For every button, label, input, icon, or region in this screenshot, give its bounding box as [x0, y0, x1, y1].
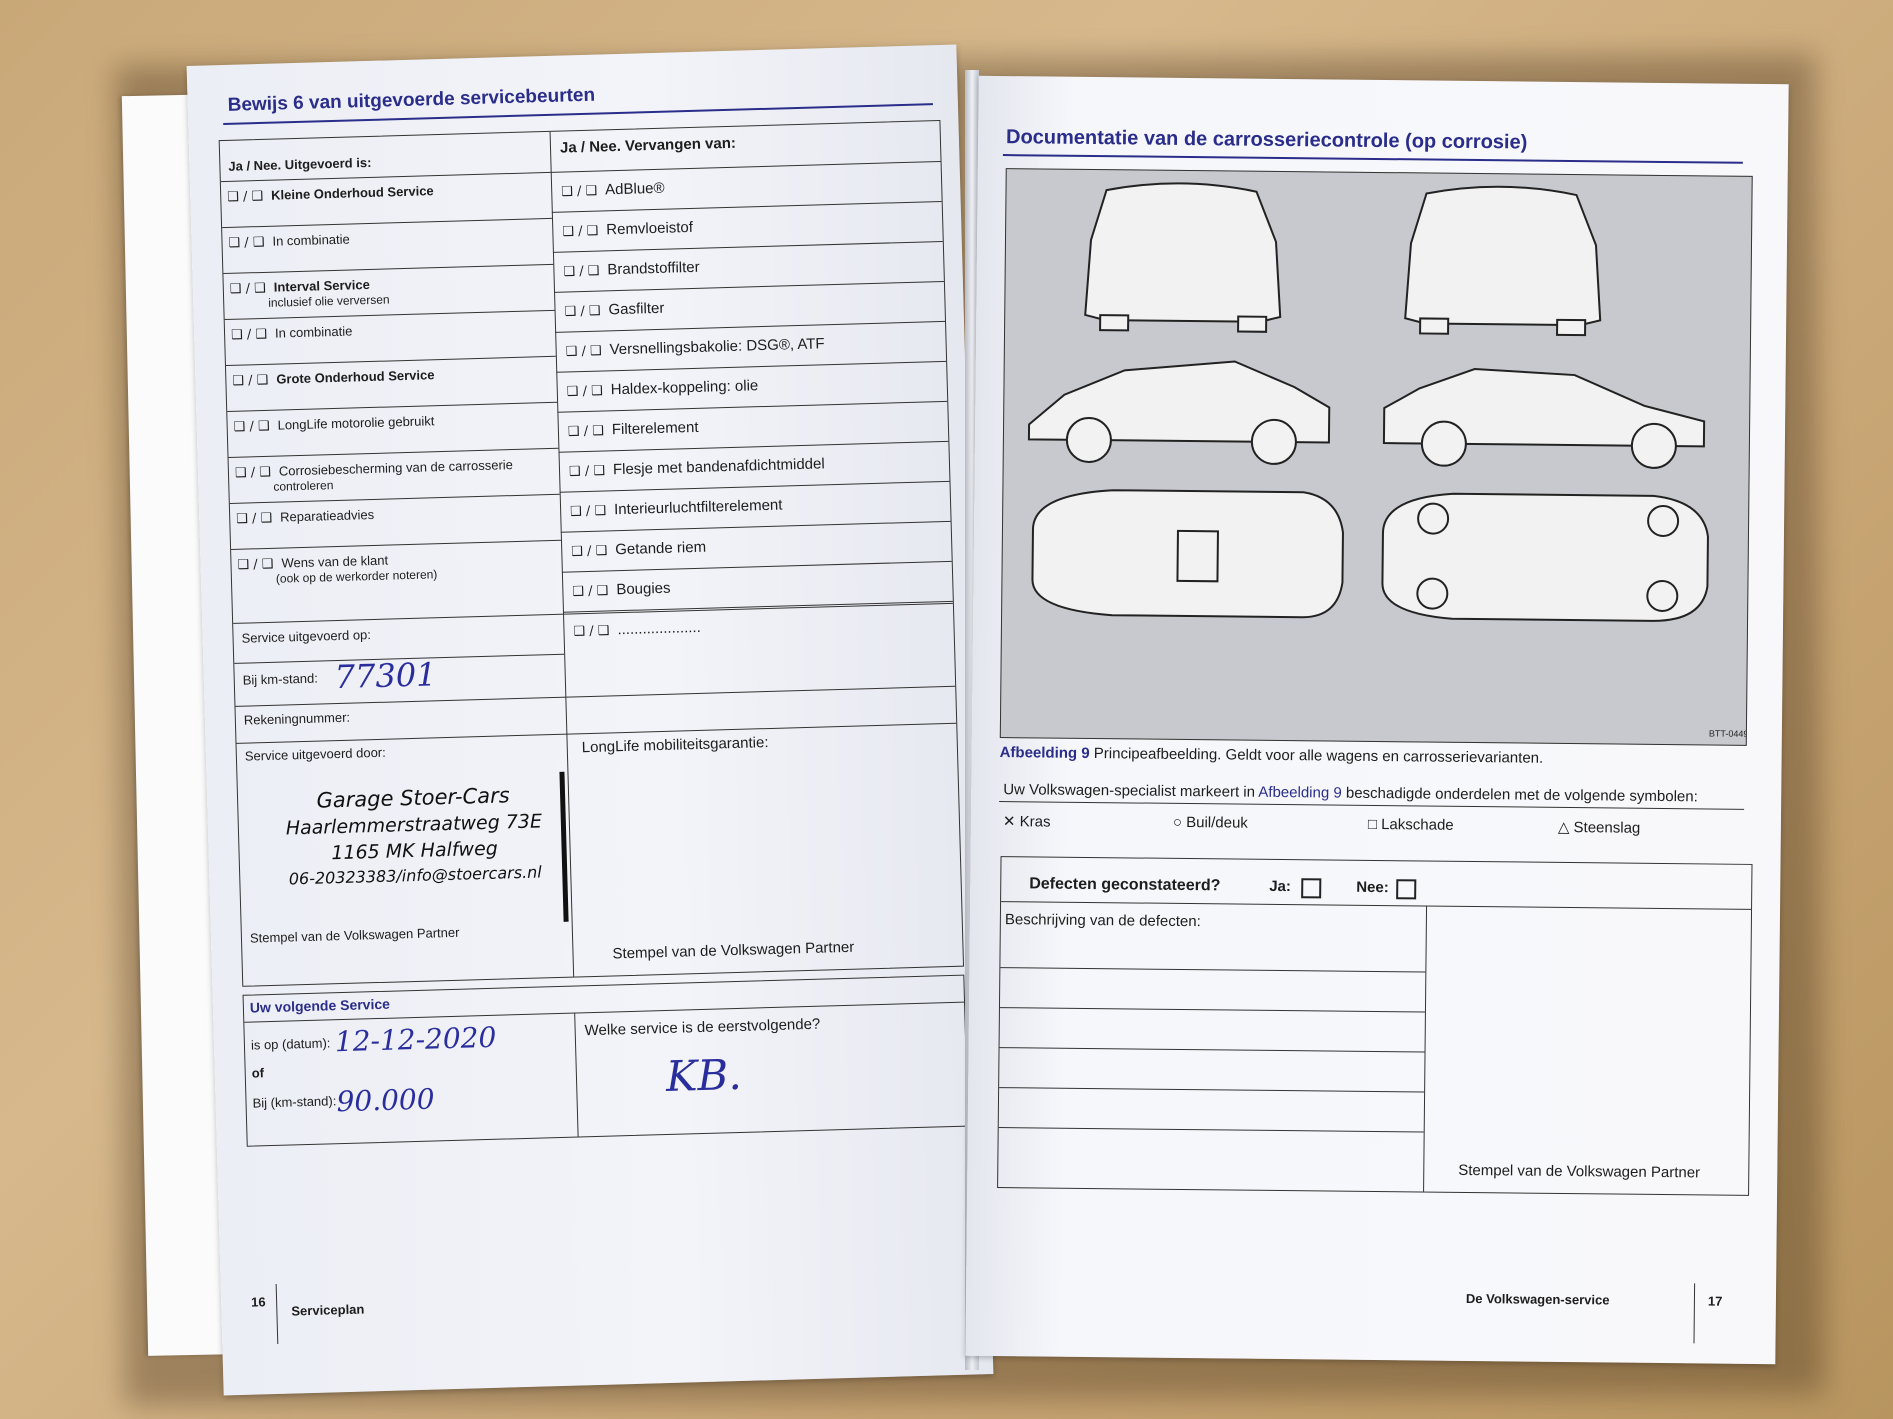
- car-wheel: [1632, 424, 1676, 468]
- row-divider: [230, 494, 560, 504]
- yes-no-checkbox[interactable]: ❑ / ❑: [564, 303, 601, 320]
- yes-no-checkbox[interactable]: ❑ / ❑: [567, 423, 605, 440]
- intro-pre: Uw Volkswagen-specialist markeert in: [1003, 781, 1256, 801]
- yes-no-checkbox[interactable]: ❑ / ❑: [562, 223, 599, 240]
- service-option-sublabel: inclusief olie verversen: [268, 292, 390, 310]
- no-label: Nee:: [1356, 878, 1389, 897]
- service-option-label: LongLife motorolie gebruikt: [277, 413, 435, 433]
- caption-label: Afbeelding 9: [999, 744, 1090, 762]
- left-page-title: Bewijs 6 van uitgevoerde servicebeurten: [227, 84, 596, 116]
- car-wheel: [1648, 506, 1678, 536]
- service-option: [230, 276, 390, 310]
- car-wheel: [1252, 420, 1296, 464]
- footer-text: Serviceplan: [291, 1301, 365, 1319]
- replacement-item: [565, 335, 824, 359]
- yes-no-checkbox[interactable]: ❑ / ❑: [233, 418, 270, 435]
- no-checkbox[interactable]: [1396, 879, 1416, 899]
- service-option: [232, 367, 435, 389]
- row-divider: [231, 540, 561, 550]
- service-option: [231, 323, 353, 342]
- row-divider: [554, 281, 944, 293]
- service-option-label: Corrosiebescherming van de carrosserie: [278, 457, 514, 479]
- service-option: [237, 551, 437, 587]
- car-wheel: [1067, 418, 1111, 462]
- yes-no-checkbox[interactable]: ❑ / ❑: [568, 463, 606, 480]
- replacement-item-label: Gasfilter: [608, 299, 665, 319]
- yes-no-checkbox[interactable]: ❑ / ❑: [561, 183, 598, 200]
- next-which-label: Welke service is de eerstvolgende?: [584, 1015, 821, 1040]
- symbol-stone-chip: △ Steenslag: [1557, 818, 1641, 837]
- write-line: [1000, 1007, 1425, 1012]
- yes-no-checkbox[interactable]: ❑ / ❑: [234, 464, 272, 481]
- replacement-item: [569, 455, 825, 479]
- yes-checkbox[interactable]: [1301, 878, 1321, 898]
- replacement-item-label: Flesje met bandenafdichtmiddel: [612, 455, 825, 479]
- intro-post: beschadigde onderdelen met de volgende symbolen:: [1345, 784, 1698, 806]
- row-divider: [223, 264, 553, 274]
- car-rear-view: [1085, 182, 1281, 322]
- next-date-label: is op (datum):: [250, 1035, 331, 1053]
- car-wheel: [1420, 318, 1448, 333]
- row-divider: [561, 521, 951, 533]
- page-number: 17: [1707, 1293, 1723, 1309]
- next-which-value: KB.: [665, 1049, 743, 1102]
- stamp-line: Garage Stoer-Cars: [316, 783, 510, 813]
- row-divider: [560, 481, 950, 493]
- yes-no-checkbox[interactable]: ❑ / ❑: [227, 188, 264, 205]
- service-option-sublabel: controleren: [273, 478, 334, 494]
- service-option-label: Kleine Onderhoud Service: [270, 183, 434, 203]
- next-km-label: Bij (km-stand):: [252, 1093, 337, 1111]
- yes-no-checkbox[interactable]: ❑ / ❑: [572, 583, 609, 600]
- row-divider: [225, 310, 555, 320]
- row-divider: [557, 401, 947, 413]
- row-divider: [555, 321, 945, 333]
- row-divider: [553, 241, 943, 253]
- car-wheel: [1238, 317, 1266, 332]
- write-line: [999, 1127, 1424, 1132]
- service-form: [219, 120, 964, 987]
- car-wheel: [1100, 315, 1128, 330]
- figure-caption: [1000, 744, 1544, 767]
- car-wheel: [1422, 421, 1466, 465]
- replacement-item-label: Bougies: [616, 579, 671, 599]
- caption-text: Principeafbeelding. Geldt voor alle wagens en carrosserievarianten.: [1093, 745, 1544, 767]
- next-service-box: [243, 975, 969, 1147]
- box-divider: [1423, 906, 1427, 1192]
- col-left-header: Ja / Nee. Uitgevoerd is:: [228, 154, 372, 174]
- replacement-item: [563, 259, 700, 280]
- replacement-item: [564, 300, 664, 320]
- replacement-item-label: Interieurluchtfilterelement: [613, 496, 783, 519]
- car-wheel: [1647, 581, 1677, 611]
- symbol-paint-damage: □ Lakschade: [1367, 815, 1454, 834]
- yes-no-checkbox[interactable]: ❑ / ❑: [565, 343, 602, 360]
- service-option-label: Wens van de klant: [281, 552, 389, 571]
- service-option: [233, 413, 434, 435]
- next-service-header: Uw volgende Service: [249, 995, 391, 1016]
- row-divider: [222, 218, 552, 228]
- right-page-title: Documentatie van de carrosseriecontrole (op corrosie): [1005, 126, 1528, 154]
- replacement-item: [561, 180, 665, 200]
- replacement-item-label: Brandstoffilter: [607, 258, 700, 279]
- yes-no-checkbox[interactable]: ❑ / ❑: [230, 326, 268, 343]
- service-option-label: Reparatieadvies: [279, 506, 375, 525]
- replacement-item: [571, 539, 706, 560]
- write-line: [1000, 1047, 1425, 1052]
- row-divider: [552, 201, 942, 213]
- symbol-scratch: ✕ Kras: [1002, 813, 1051, 831]
- yes-no-checkbox[interactable]: ❑ / ❑: [563, 263, 600, 280]
- replacement-item: [572, 580, 671, 600]
- replacement-item-label: ....................: [617, 618, 702, 639]
- row-divider: [227, 402, 557, 412]
- replacement-item: [567, 377, 759, 399]
- km-label: Bij km-stand:: [242, 670, 319, 688]
- yes-no-checkbox[interactable]: ❑ / ❑: [566, 383, 603, 400]
- footer-text: De Volkswagen-service: [1465, 1290, 1610, 1308]
- car-diagram-figure: [1000, 168, 1753, 746]
- replacement-item-label: Getande riem: [614, 538, 707, 559]
- service-date-label: Service uitgevoerd op:: [241, 627, 372, 646]
- write-line: [1000, 967, 1425, 972]
- row-divider: [563, 601, 953, 613]
- row-divider: [562, 561, 952, 573]
- stamp-line: 1165 MK Halfweg: [331, 837, 499, 865]
- footer-divider: [1693, 1283, 1695, 1343]
- yes-no-checkbox[interactable]: ❑ / ❑: [229, 280, 266, 297]
- replacement-item: [570, 497, 783, 520]
- right-page: [965, 76, 1788, 1364]
- next-km-value: 90.000: [336, 1082, 435, 1119]
- replacement-item: [562, 219, 693, 240]
- performed-by-label: Service uitgevoerd door:: [244, 744, 386, 764]
- row-divider: [551, 161, 941, 173]
- row-divider: [221, 172, 551, 182]
- replacement-item-label: AdBlue®: [604, 179, 665, 199]
- service-option-label: Interval Service: [273, 276, 371, 295]
- car-front-view: [1405, 186, 1601, 326]
- row-divider: [556, 361, 946, 373]
- longlife-label: LongLife mobiliteitsgarantie:: [581, 734, 769, 757]
- car-wheel: [1418, 503, 1448, 533]
- replacement-item-label: Haldex-koppeling: olie: [610, 377, 759, 399]
- replacement-item-label: Versnellingsbakolie: DSG®, ATF: [609, 335, 825, 359]
- page-number: 16: [250, 1294, 266, 1310]
- row-divider: [226, 356, 556, 366]
- replacement-item-label: Filterelement: [611, 418, 699, 439]
- yes-label: Ja:: [1269, 877, 1292, 896]
- yes-no-checkbox[interactable]: ❑ / ❑: [228, 234, 265, 251]
- defect-box: [997, 856, 1752, 1196]
- car-wheel: [1557, 320, 1585, 335]
- yes-no-checkbox[interactable]: ❑ / ❑: [571, 543, 608, 560]
- write-line: [999, 1087, 1424, 1092]
- partner-stamp-label: Stempel van de Volkswagen Partner: [249, 924, 460, 946]
- service-option-label: Grote Onderhoud Service: [276, 367, 435, 387]
- yes-no-checkbox[interactable]: ❑ / ❑: [232, 372, 269, 389]
- service-option: [235, 457, 514, 495]
- description-label: Beschrijving van de defecten:: [1004, 911, 1201, 931]
- service-option-label: In combinatie: [274, 323, 353, 341]
- yes-no-checkbox[interactable]: ❑ / ❑: [237, 556, 274, 573]
- stamp-line: Haarlemmerstraatweg 73E: [285, 810, 543, 840]
- yes-no-checkbox[interactable]: ❑ / ❑: [569, 503, 607, 520]
- col-right-header: Ja / Nee. Vervangen van:: [559, 134, 737, 157]
- km-value: 77301: [334, 655, 437, 697]
- service-option: [227, 183, 434, 205]
- footer-divider: [276, 1284, 279, 1344]
- car-wheel: [1417, 578, 1447, 608]
- partner-stamp-label: Stempel van de Volkswagen Partner: [612, 938, 855, 963]
- intro-link[interactable]: Afbeelding 9: [1258, 783, 1342, 802]
- title-rule: [1003, 154, 1743, 164]
- service-option: [236, 507, 374, 527]
- or-label: of: [251, 1065, 265, 1081]
- car-sunroof: [1177, 531, 1218, 581]
- yes-no-checkbox[interactable]: ❑ / ❑: [573, 623, 610, 640]
- form-divider: [574, 1013, 578, 1137]
- car-diagram: [1001, 169, 1752, 745]
- symbol-dent: ○ Buil/deuk: [1172, 813, 1248, 832]
- next-date-value: 12-12-2020: [334, 1020, 497, 1059]
- row-divider: [233, 603, 953, 624]
- replacement-item-label: Remvloeistof: [606, 218, 694, 239]
- row-divider: [1001, 901, 1751, 910]
- yes-no-checkbox[interactable]: ❑ / ❑: [236, 510, 273, 527]
- partner-stamp-label: Stempel van de Volkswagen Partner: [1458, 1161, 1701, 1182]
- service-option-label: In combinatie: [272, 231, 350, 249]
- figure-code: BTT-0449: [1708, 728, 1749, 739]
- service-option-sublabel: (ook op de werkorder noteren): [275, 567, 438, 586]
- left-page: [187, 45, 994, 1396]
- replacement-item: [568, 419, 699, 440]
- row-divider: [558, 441, 948, 453]
- symbol-legend: [1002, 812, 1743, 837]
- replacement-item: [573, 619, 701, 640]
- dealer-stamp: [268, 782, 561, 889]
- defects-label: Defecten geconstateerd?: [1029, 875, 1221, 895]
- invoice-label: Rekeningnummer:: [243, 709, 351, 728]
- stamp-line: 06-20323383/info@stoercars.nl: [288, 862, 542, 889]
- service-option: [228, 232, 350, 251]
